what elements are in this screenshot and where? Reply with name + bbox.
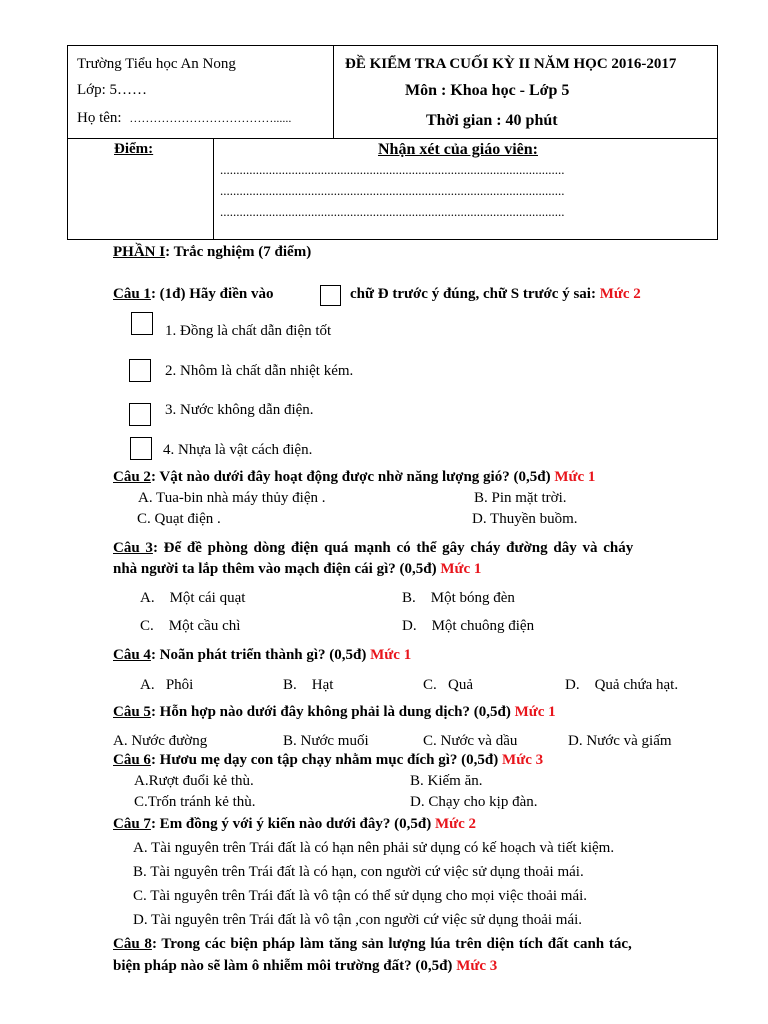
question-3-option-d: D. Một chuông điện: [402, 618, 535, 634]
name-dots: ………………………………......: [129, 111, 292, 125]
score-label: Điểm:: [114, 141, 154, 157]
question-7-option-a: A. Tài nguyên trên Trái đất là có hạn nên phải sử dụng có kế hoạch và tiết kiệm.: [133, 840, 615, 856]
class-label: Lớp: 5: [77, 82, 118, 98]
question-8-number: Câu 8: [113, 936, 152, 952]
question-2-option-d: D. Thuyền buồm.: [472, 511, 578, 527]
exam-time: Thời gian : 40 phút: [426, 112, 558, 129]
part1-heading: [113, 244, 311, 261]
question-6-text: : Hươu mẹ dạy con tập chạy nhằm mục đích gì? (0,5đ): [150, 752, 499, 768]
question-2-number: Câu 2: [113, 469, 151, 485]
school-name: Trường Tiểu học An Nong: [77, 56, 236, 72]
answer-box-3[interactable]: [129, 403, 151, 426]
question-1-item-3: 3. Nước không dẫn điện.: [165, 402, 314, 418]
question-1-item-2: 2. Nhôm là chất dẫn nhiệt kém.: [165, 363, 354, 379]
question-4-option-c: C. Quả: [423, 677, 473, 693]
part1-title: : Trắc nghiệm (7 điểm): [165, 244, 312, 260]
header-divider-vertical: [333, 46, 334, 138]
question-4-option-d: D. Quả chứa hạt.: [565, 677, 679, 693]
part1-label: PHẦN I: [113, 244, 166, 260]
question-2-option-c: C. Quạt điện .: [137, 511, 221, 527]
name-field: [77, 110, 291, 127]
answer-box-1[interactable]: [131, 312, 153, 335]
question-3-option-a: A. Một cái quạt: [140, 590, 246, 606]
question-1-item-1: 1. Đồng là chất dẫn điện tốt: [165, 323, 332, 339]
question-4-text: : Noãn phát triển thành gì? (0,5đ): [150, 647, 367, 663]
question-6-option-d: D. Chạy cho kịp đàn.: [410, 794, 538, 810]
question-7-option-b: B. Tài nguyên trên Trái đất là có hạn, con người cứ việc sử dụng thoải mái.: [133, 864, 584, 880]
question-5-option-a: A. Nước đường: [113, 733, 208, 749]
question-1-level: Mức 2: [599, 286, 641, 302]
question-3-text-2: nhà người ta lắp thêm vào mạch điện cái gì? (0,5đ): [113, 561, 437, 577]
question-1-number: Câu 1: [113, 286, 151, 302]
question-2: [113, 469, 595, 486]
question-7-option-d: D. Tài nguyên trên Trái đất là vô tận ,con người cứ việc sử dụng thoải mái.: [133, 912, 583, 928]
header-divider-horizontal: [68, 138, 717, 139]
question-5: [113, 704, 556, 721]
question-5-text: : Hỗn hợp nào dưới đây không phải là dung dịch? (0,5đ): [150, 704, 511, 720]
answer-box-4[interactable]: [130, 437, 152, 460]
question-1-item-4: 4. Nhựa là vật cách điện.: [163, 442, 313, 458]
answer-box-2[interactable]: [129, 359, 151, 382]
question-8-text-2: biện pháp nào sẽ làm ô nhiễm môi trường đất? (0,5đ): [113, 958, 453, 974]
class-dots: ……: [117, 82, 148, 98]
question-4-option-a: A. Phôi: [140, 677, 194, 693]
name-label: Họ tên:: [77, 110, 122, 126]
question-3-text-1: : Để đề phòng dòng điện quá mạnh có thể gây cháy đường dây và cháy: [152, 540, 634, 556]
question-1-instruction: [350, 286, 641, 303]
question-4: [113, 647, 411, 664]
comment-line: ..........................................................................................................: [220, 162, 565, 177]
answer-box-sample: [320, 285, 341, 306]
question-3-option-b: B. Một bóng đèn: [402, 590, 515, 606]
exam-subject: Môn : Khoa học - Lớp 5: [405, 82, 570, 99]
question-6-option-a: A.Rượt đuổi kẻ thù.: [134, 773, 254, 789]
question-6-option-c: C.Trốn tránh kẻ thù.: [134, 794, 256, 810]
question-3-option-c: C. Một cầu chì: [140, 618, 241, 634]
question-4-number: Câu 4: [113, 647, 151, 663]
comment-line: ..........................................................................................................: [220, 204, 565, 219]
class-field: [77, 82, 147, 99]
question-8-line-1: [113, 936, 632, 953]
question-6-number: Câu 6: [113, 752, 151, 768]
question-6-level: Mức 3: [502, 752, 544, 768]
question-7: [113, 816, 476, 833]
question-6: [113, 752, 543, 769]
question-6-option-b: B. Kiếm ăn.: [410, 773, 483, 789]
question-7-text: : Em đồng ý với ý kiến nào dưới đây? (0,5đ): [150, 816, 432, 832]
question-4-level: Mức 1: [370, 647, 412, 663]
question-7-number: Câu 7: [113, 816, 151, 832]
question-8-level: Mức 3: [456, 958, 498, 974]
question-4-option-b: B. Hạt: [283, 677, 334, 693]
question-5-option-d: D. Nước và giấm: [568, 733, 672, 749]
exam-title: ĐỀ KIỂM TRA CUỐI KỲ II NĂM HỌC 2016-2017: [345, 56, 677, 72]
question-5-option-c: C. Nước và dầu: [423, 733, 518, 749]
question-3-line-2: [113, 561, 481, 578]
question-2-option-b: B. Pin mặt trời.: [474, 490, 567, 506]
comment-line: ..........................................................................................................: [220, 183, 565, 198]
question-7-level: Mức 2: [434, 816, 477, 832]
comment-label: Nhận xét của giáo viên:: [378, 141, 538, 158]
question-5-option-b: B. Nước muối: [283, 733, 369, 749]
score-divider-vertical: [213, 138, 214, 240]
question-1-after: chữ Đ trước ý đúng, chữ S trước ý sai:: [350, 286, 596, 302]
question-5-number: Câu 5: [113, 704, 151, 720]
question-8-line-2: [113, 958, 497, 975]
question-2-option-a: A. Tua-bin nhà máy thủy điện .: [138, 490, 326, 506]
question-1-lead: : (1đ) Hãy điền vào: [150, 286, 274, 302]
question-5-level: Mức 1: [514, 704, 556, 720]
question-3-line-1: [113, 540, 633, 557]
comment-lines: [220, 159, 565, 222]
question-2-text: : Vật nào dưới đây hoạt động được nhờ năng lượng gió? (0,5đ): [150, 469, 551, 485]
question-2-level: Mức 1: [554, 469, 596, 485]
question-8-text-1: : Trong các biện pháp làm tăng sản lượng lúa trên diện tích đất canh tác,: [151, 936, 632, 952]
question-1: [113, 286, 273, 303]
question-7-option-c: C. Tài nguyên trên Trái đất là vô tận có thể sử dụng cho mọi việc thoải mái.: [133, 888, 588, 904]
question-3-number: Câu 3: [113, 540, 153, 556]
question-3-level: Mức 1: [440, 561, 482, 577]
